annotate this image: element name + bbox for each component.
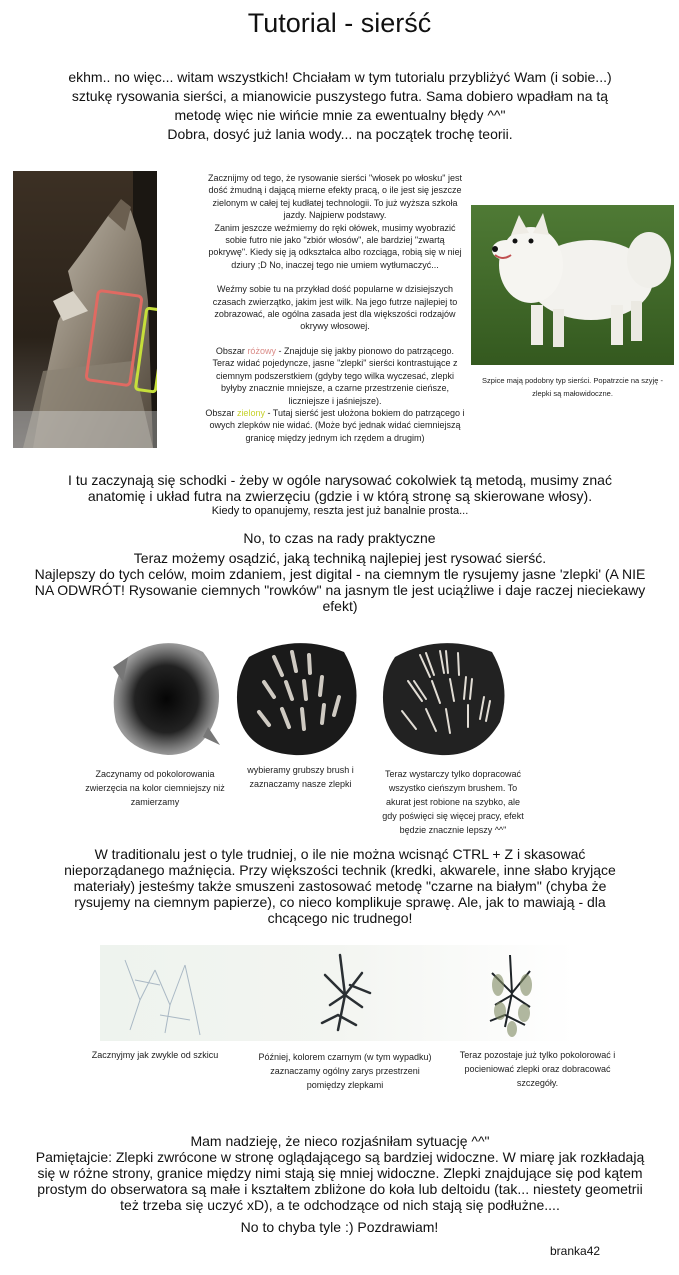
outro-line: Pamiętajcie: Zlepki zwrócone w stronę oglądającego są bardziej widoczne. W miarę jak rozkładają [35,1149,645,1165]
traditional-steps-image [100,945,575,1041]
outro-line: prostym do obserwatora są małe i kształtem zbliżone do koła lub deltoidu (tak... niestety geometrii [37,1181,643,1197]
pink-area-paragraph [205,345,465,407]
schodki-line: anatomię i układ futra na zwierzęciu (gdzie i w którą stronę są skierowane włosy). [87,488,593,504]
wolf-photo [13,171,157,448]
digital-step2-caption: wybieramy grubszy brush i zaznaczamy nasze zlepki [247,765,354,789]
practical-text [20,550,660,614]
traditional-line: materiały) jesteśmy także smuszeni zastosować metodę "czarne na białym" (chyba że [73,878,607,894]
intro-line: Dobra, dosyć już lania wody... na początek trochę teorii. [167,126,513,142]
intro-text [40,68,640,144]
outro-line: Mam nadzieję, że nieco rozjaśniłam sytuację ^^" [190,1133,490,1149]
digital-step2-image [234,637,364,759]
green-word: zielony [236,407,265,418]
practical-line: efekt) [322,598,358,614]
digital-step1-image [108,637,226,759]
practical-line: NA ODWRÓT! Rysowanie ciemnych "rowków" na jasnym tle jest uciążliwe i daje raczej nieciekawy [34,582,646,598]
outro-line: też trzeba się uczyć xD), a te odchodzące od nich stają się podłużne.... [120,1197,560,1213]
intro-line: sztukę rysowania sierści, a mianowicie puszystego futra. Sama dobiero wpadłam na tą [71,88,609,104]
green-text: - Tutaj sierść jest ułożona bokiem do patrzącego i owych zlepków nie widać. (Może być jednak widać ciemniejszą granicę między jednym ich rzędem a drugim) [209,407,465,443]
spitz-photo [471,205,674,365]
traditional-line: rysujemy na ciemnym papierze), co nieco komplikuje sprawę. Ale, jak to mawiają - dla [74,894,606,910]
page-title: Tutorial - sierść [247,8,432,38]
intro-line: metodę więc nie wińcie mnie za ewentualny błędy ^^" [174,107,506,123]
theory-paragraph: Weźmy sobie tu na przykład dość popularne w dzisiejszych czasach zwierzątko, jakim jest wilk. Na jego futrze najlepiej to zobrazować, ale ogólna zasada jest dla większości rodzajów okrywy włosowej. [212,284,458,332]
traditional-line: W traditionalu jest o tyle trudniej, o ile nie można wcisnąć CTRL + Z i skasować [94,846,586,862]
practical-line: Najlepszy do tych celów, moim zdaniem, jest digital - na ciemnym tle rysujemy jasne 'zlepki' (A NIE [34,566,646,582]
pink-word: różowy [247,345,276,356]
digital-step3-caption: Teraz wystarczy tylko dopracować wszystko cieńszym brushem. To akurat jest robione na szybko, ale gdy poświęci się więcej pracy, efekt będzie znacznie lepszy ^^" [382,769,524,835]
practical-line: Teraz możemy osądzić, jaką techniką najlepiej jest rysować sierść. [133,550,547,566]
goodbye-text: No to chyba tyle :) Pozdrawiam! [240,1219,439,1235]
digital-step1-caption: Zaczynamy od pokolorowania zwierzęcia na kolor ciemniejszy niż zamierzamy [85,769,225,807]
author-signature: branka42 [550,1244,601,1258]
green-prefix: Obszar [205,407,237,418]
outro-text [20,1133,660,1213]
outro-line: się w różne strony, granice między nimi stają się mniej widoczne. Zlepki znajdujące się pod kątem [37,1165,643,1181]
schodki-line: I tu zaczynają się schodki - żeby w ogóle narysować cokolwiek tą metodą, musimy znać [68,472,612,488]
traditional-line: nieporządanego maźnięcia. Przy większości technik (kredki, akwarele, inne słabo kryjące [64,862,616,878]
theory-paragraph: Zanim jeszcze weźmiemy do ręki ołówek, musimy wyobrazić sobie futro nie jako "zbiór włosów", ale bardziej "zwartą pokrywę". Kiedy się ją odkształca albo rozciąga, robią się w niej dziury ;D No, inaczej tego nie umiem wytłumaczyć... [208,222,462,270]
traditional-line: chcącego nic trudnego! [267,910,413,926]
traditional-step2-caption: Później, kolorem czarnym (w tym wypadku) zaznaczamy ogólny zarys przestrzeni pomiędzy zlepkami [258,1052,432,1090]
traditional-step3-caption: Teraz pozostaje już tylko pokolorować i pocieniować zlepki oraz dobracować szczegóły. [459,1050,616,1088]
schodki-text [20,472,660,519]
theory-paragraph: Zacznijmy od tego, że rysowanie sierści "włosek po włosku" jest dość żmudną i dającą mierne efekty pracą, o ile jest się jeszcze zielonym w całej tej kudłatej technologii. To już wyższa szkoła jazdy. Najpierw podstawy. [208,173,462,221]
digital-step3-image [380,637,512,759]
traditional-text [40,846,640,926]
theory-text [205,172,465,444]
schodki-line: Kiedy to opanujemy, reszta jest już banalnie prosta... [211,505,469,517]
pink-prefix: Obszar [215,345,248,356]
pink-text: - Znajduje się jakby pionowo do patrzącego. Teraz widać pojedyncze, jasne "zlepki" sierści kontrastujące z ciemnym podszerstkiem (gdyby tego wilka wyczesać, zlepki byłyby znacznie mniejsze, a czarne przestrzenie cieńsze, liczniejsze i jaśniejsze). [212,345,458,406]
green-area-paragraph [205,407,465,444]
traditional-step1-caption: Zacznyjmy jak zwykle od szkicu [91,1050,219,1060]
spitz-caption: Szpice mają podobny typ sierści. Popatrzcie na szyję - zlepki są małowidoczne. [482,376,663,398]
practical-heading: No, to czas na rady praktyczne [243,530,436,546]
intro-line: ekhm.. no więc... witam wszystkich! Chciałam w tym tutorialu przybliżyć Wam (i sobie...) [68,69,612,85]
